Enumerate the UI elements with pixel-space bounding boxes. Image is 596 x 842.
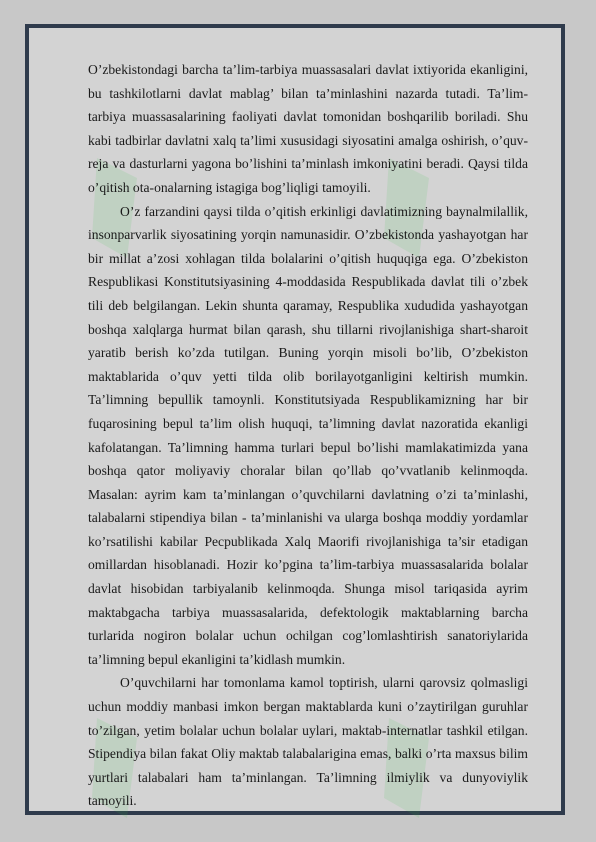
document-page <box>25 24 565 815</box>
paragraph: O’quvchilarni har tomonlama kamol toptirish, ularni qarovsiz qolmasligi uchun moddiy manbasi imkon bergan maktablarda kuni o’zaytirilgan guruhlar to’zilgan, yetim bolalar uchun bolalar uylari, maktab-internatlar tashkil etilgan. Stipendiya bilan fakat Oliy maktab talabalarigina emas, balki o’rta maxsus bilim yurtlari talabalari ham ta’minlangan. Ta’limning ilmiylik va dunyoviylik tamoyili. <box>88 675 528 809</box>
paragraph: O’z farzandini qaysi tilda o’qitish erkinligi davlatimizning baynalmilallik, insonparvarlik siyosatining yorqin namunasidir. O’zbekistonda yashayotgan har bir millat a’zosi xohlagan tilda bolalarini o’qitish huquqiga ega. O’zbekiston Respublikasi Konstitutsiyasining 4-moddasida Respublikada davlat tili o’zbek tili deb belgilangan. Lekin shunta qaramay, Respublika xududida yashayotgan boshqa xalqlarga hurmat bilan qarash, shu tillarni rivojlanishiga shart-sharoit yaratib berish ko’zda tutilgan. Buning yorqin misoli bo’lib, O’zbekiston maktablarida o’quv yetti tilda olib borilayotganligini keltirish mumkin. Ta’limning bepullik tamoynli. Konstitutsiyada Respublikamizning har bir fuqarosining bepul ta’lim olish huquqi, ta’limning davlat nazoratida ekanligi kafolatangan. Ta’limning hamma turlari bepul bo’lishi mamlakatimizda yana boshqa qator moliyaviy choralar bilan qo’llab qo’vvatlanib kelinmoqda. Masalan: ayrim kam ta’minlangan o’quvchilarni davlatning o’zi ta’minlashi, talabalarni stipendiya bilan - ta’minlanishi va ularga boshqa moddiy yordamlar ko’rsatilishi kabilar Pecpublikada Xalq Maorifi rivojlanishiga ta’sir etadigan omillardan hisoblanadi. Hozir ko’pgina ta’lim-tarbiya muassasalarida bolalar davlat hisobidan tarbiyalanib kelinmoqda. Shunga misol tariqasida ayrim maktabgacha tarbiya muassasalarida, defektologik maktablarning barcha turlarida nogiron bolalar uchun ochilgan cog’lomlashtirish sanatoriylarida ta’limning bepul ekanligini ta’kidlash mumkin. <box>88 203 528 667</box>
body-text <box>88 58 528 813</box>
paragraph: O’zbekistondagi barcha ta’lim-tarbiya muassasalari davlat ixtiyorida ekanligini, bu tashkilotlarni davlat mablag’ bilan ta’minlashini nazarda tutadi. Ta’lim-tarbiya muassasalarining faoliyati davlat tomonidan boshqarilib boriladi. Shu kabi tadbirlar davlatni xalq ta’limi xususidagi siyosatini amalga oshirish, o’quv-reja va dasturlarni yagona bo’lishini ta’minlash imkoniyatini beradi. Qaysi tilda o’qitish ota-onalarning istagiga bog’liqligi tamoyili. <box>88 62 528 195</box>
